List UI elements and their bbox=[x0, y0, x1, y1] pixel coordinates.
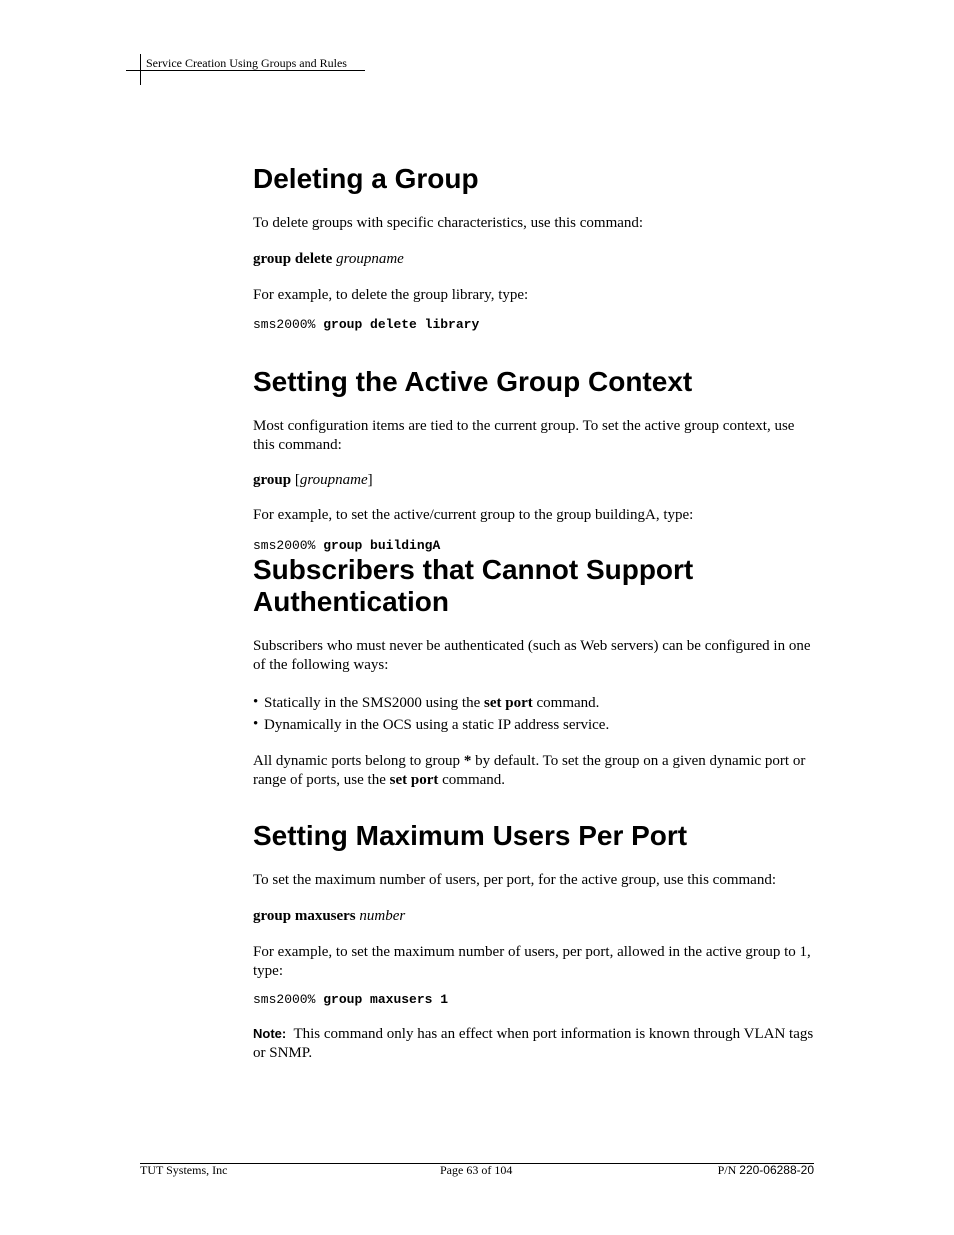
para-star: * bbox=[463, 753, 472, 769]
para-text-end: command. bbox=[442, 771, 506, 788]
pn-prefix: P/N bbox=[717, 1163, 737, 1177]
list-item bbox=[253, 716, 818, 738]
active-context-syntax bbox=[253, 471, 818, 490]
heading-active-context: Setting the Active Group Context bbox=[253, 366, 693, 397]
code-prompt: sms2000% bbox=[253, 992, 316, 1007]
max-users-note bbox=[253, 1025, 818, 1062]
bullet-text: Dynamically in the OCS using a static IP address service. bbox=[264, 717, 610, 733]
bullet-icon: • bbox=[253, 716, 259, 732]
max-users-intro: To set the maximum number of users, per port, for the active group, use this command: bbox=[253, 872, 776, 888]
syntax-argument: number bbox=[359, 908, 406, 924]
deleting-example-intro: For example, to delete the group library, type: bbox=[253, 287, 529, 303]
para-text: All dynamic ports belong to group bbox=[253, 753, 461, 769]
note-label: Note: bbox=[253, 1026, 287, 1041]
max-users-example-intro: For example, to set the maximum number of users, per port, allowed in the active group to 1, type: bbox=[253, 944, 811, 979]
footer-company: TUT Systems, Inc bbox=[140, 1163, 228, 1177]
max-users-code-example bbox=[253, 992, 448, 1008]
heading-subscribers bbox=[253, 554, 818, 618]
active-context-intro: Most configuration items are tied to the current group. To set the active group context, use this command: bbox=[253, 418, 795, 453]
pn-number: 220-06288-20 bbox=[739, 1163, 814, 1177]
active-context-code-example bbox=[253, 538, 440, 554]
para-text-mid: by default. To set the group on a given dynamic port or range of ports, use the bbox=[253, 753, 806, 788]
footer-part-number bbox=[718, 1163, 814, 1178]
bullet-icon: • bbox=[253, 694, 259, 710]
code-command: group delete library bbox=[323, 317, 480, 332]
para-bold-text: set port bbox=[389, 771, 439, 788]
syntax-bracket-open: [ bbox=[294, 472, 300, 488]
bullet-bold-text: set port bbox=[484, 695, 533, 711]
subscribers-bullet-list bbox=[253, 694, 818, 738]
syntax-command: group bbox=[253, 472, 292, 488]
deleting-syntax bbox=[253, 250, 818, 269]
heading-max-users: Setting Maximum Users Per Port bbox=[253, 820, 688, 851]
footer-page-number: Page 63 of 104 bbox=[440, 1163, 513, 1177]
code-prompt: sms2000% bbox=[253, 538, 316, 553]
subscribers-intro: Subscribers who must never be authenticated (such as Web servers) can be configured in one of the following ways: bbox=[253, 638, 811, 673]
code-prompt: sms2000% bbox=[253, 317, 316, 332]
syntax-bracket-close: ] bbox=[367, 472, 373, 488]
heading-line-2: Authentication bbox=[253, 586, 449, 617]
code-command: group maxusers 1 bbox=[323, 992, 449, 1007]
deleting-code-example bbox=[253, 317, 479, 333]
code-command: group buildingA bbox=[323, 538, 441, 553]
note-text: This command only has an effect when port information is known through VLAN tags or SNMP. bbox=[253, 1026, 814, 1061]
list-item bbox=[253, 694, 818, 716]
bullet-text-end: command. bbox=[536, 695, 600, 711]
syntax-argument: groupname bbox=[336, 251, 404, 267]
bullet-text: Statically in the SMS2000 using the bbox=[264, 695, 481, 711]
syntax-command: group delete bbox=[253, 251, 333, 267]
heading-line-1: Subscribers that Cannot Support bbox=[253, 554, 694, 585]
syntax-argument: groupname bbox=[299, 472, 368, 488]
subscribers-dynamic-ports-paragraph bbox=[253, 752, 818, 789]
syntax-command: group maxusers bbox=[253, 908, 356, 924]
running-header: Service Creation Using Groups and Rules bbox=[146, 56, 347, 70]
active-context-example-intro: For example, to set the active/current group to the group buildingA, type: bbox=[253, 507, 694, 523]
heading-deleting-group: Deleting a Group bbox=[253, 163, 479, 194]
deleting-intro: To delete groups with specific characteristics, use this command: bbox=[253, 215, 644, 231]
max-users-syntax bbox=[253, 907, 818, 926]
